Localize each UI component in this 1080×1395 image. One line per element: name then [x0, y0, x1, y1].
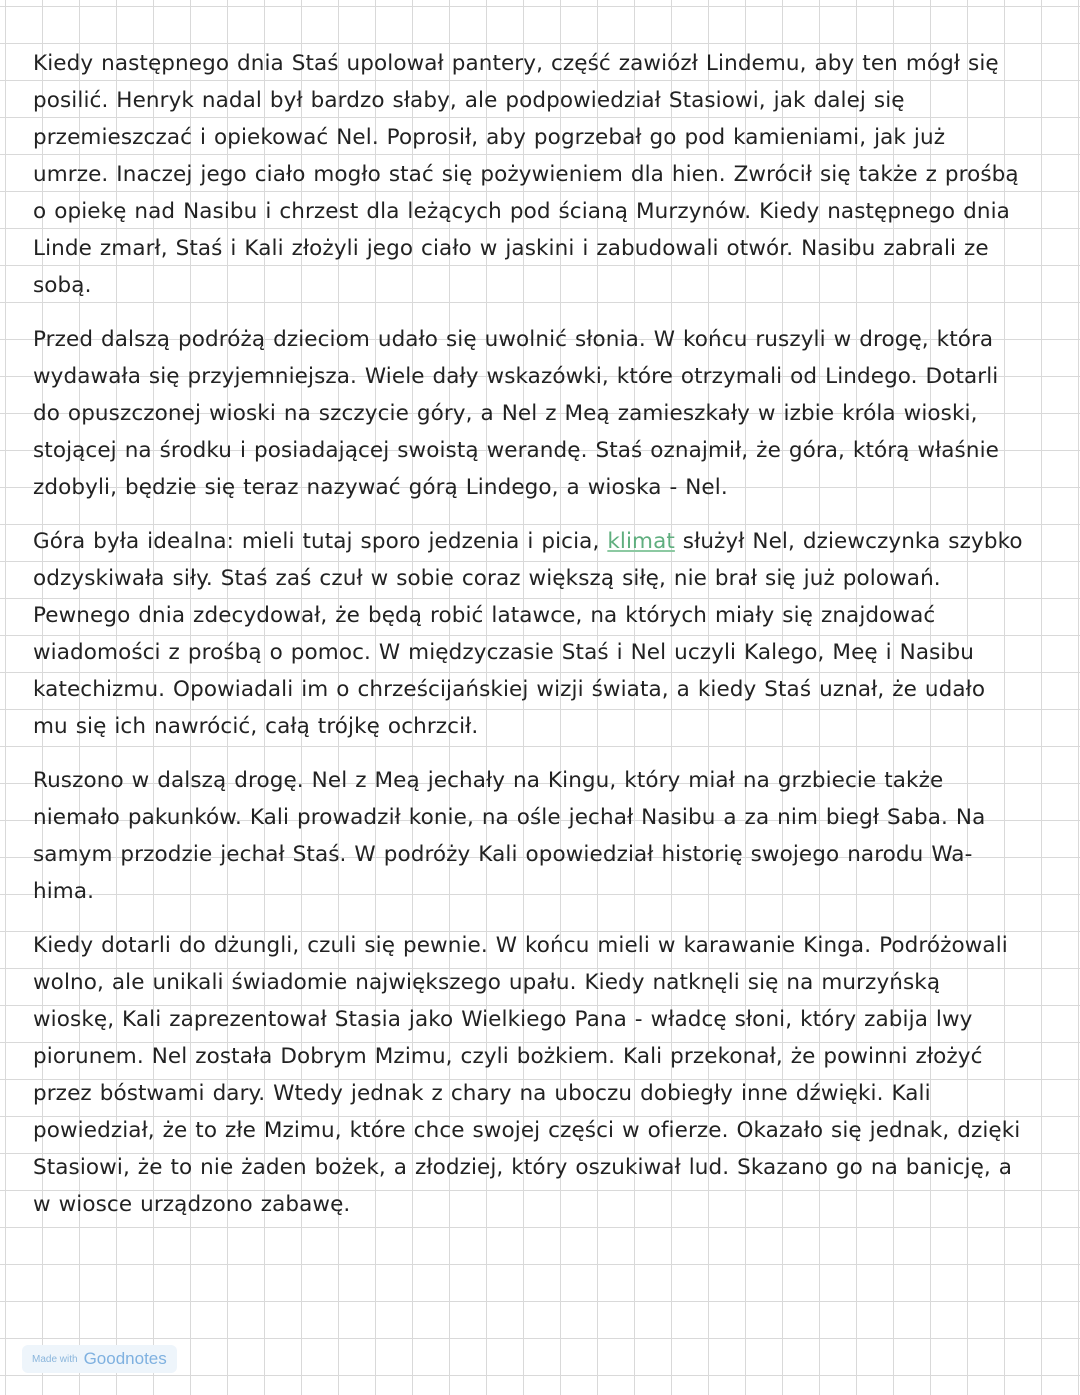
paragraph-1: Kiedy następnego dnia Staś upolował pantery, część zawiózł Lindemu, aby ten mógł się posilić. Henryk nadal był bardzo słaby, ale podpowiedział Stasiowi, jak dalej się przemieszczać i opiekować Nel. Poprosił, aby pogrzebał go pod kamieniami, jak już umrze. Inaczej jego ciało mogło stać się pożywieniem dla hien. Zwrócił się także z prośbą o opiekę nad Nasibu i chrzest dla leżących pod ścianą Murzynów. Kiedy następnego dnia Linde zmarł, Staś i Kali złożyli jego ciało w jaskini i zabudowali otwór. Nasibu zabrali ze sobą. — [33, 51, 1019, 298]
goodnotes-watermark — [22, 1345, 177, 1373]
note-page — [33, 45, 1023, 1240]
paragraph-3 — [33, 523, 1023, 745]
watermark-brand: Goodnotes — [83, 1349, 167, 1368]
watermark-made-with: Made with — [32, 1353, 78, 1365]
paragraph-3-before-link: Góra była idealna: mieli tutaj sporo jedzenia i picia, — [33, 529, 608, 554]
paragraph-3-after-link: służył Nel, dziewczynka szybko odzyskiwała siły. Staś zaś czuł w sobie coraz większą siłę, nie brał się już polowań. Pewnego dnia zdecydował, że będą robić latawce, na których miały się znajdować wiadomości z prośbą o pomoc. W międzyczasie Staś i Nel uczyli Kalego, Meę i Nasibu katechizmu. Opowiadali im o chrześcijańskiej wizji świata, a kiedy Staś uznał, że udało mu się ich nawrócić, całą trójkę ochrzcił. — [33, 529, 1023, 739]
paragraph-2: Przed dalszą podróżą dzieciom udało się uwolnić słonia. W końcu ruszyli w drogę, która wydawała się przyjemniejsza. Wiele dały wskazówki, które otrzymali od Lindego. Dotarli do opuszczonej wioski na szczycie góry, a Nel z Meą zamieszkały w izbie króla wioski, stojącej na środku i posiadającej swoistą werandę. Staś oznajmił, że góra, którą właśnie zdobyli, będzie się teraz nazywać górą Lindego, a wioska - Nel. — [33, 327, 999, 500]
paragraph-4: Ruszono w dalszą drogę. Nel z Meą jechały na Kingu, który miał na grzbiecie także niemało pakunków. Kali prowadził konie, na ośle jechał Nasibu a za nim biegł Saba. Na samym przodzie jechał Staś. W podróży Kali opowiedział historię swojego narodu Wa-hima. — [33, 768, 986, 904]
klimat-link[interactable]: klimat — [607, 529, 675, 554]
paragraph-5: Kiedy dotarli do dżungli, czuli się pewnie. W końcu mieli w karawanie Kinga. Podróżowali wolno, ale unikali świadomie największego upału. Kiedy natknęli się na murzyńską wioskę, Kali zaprezentował Stasia jako Wielkiego Pana - władcę słoni, który zabija lwy piorunem. Nel została Dobrym Mzimu, czyli bożkiem. Kali przekonał, że powinni złożyć przez bóstwami dary. Wtedy jednak z chary na uboczu dobiegły inne dźwięki. Kali powiedział, że to złe Mzimu, które chce swojej części w ofierze. Okazało się jednak, dzięki Stasiowi, że to nie żaden bożek, a złodziej, który oszukiwał lud. Skazano go na banicję, a w wiosce urządzono zabawę. — [33, 933, 1021, 1217]
